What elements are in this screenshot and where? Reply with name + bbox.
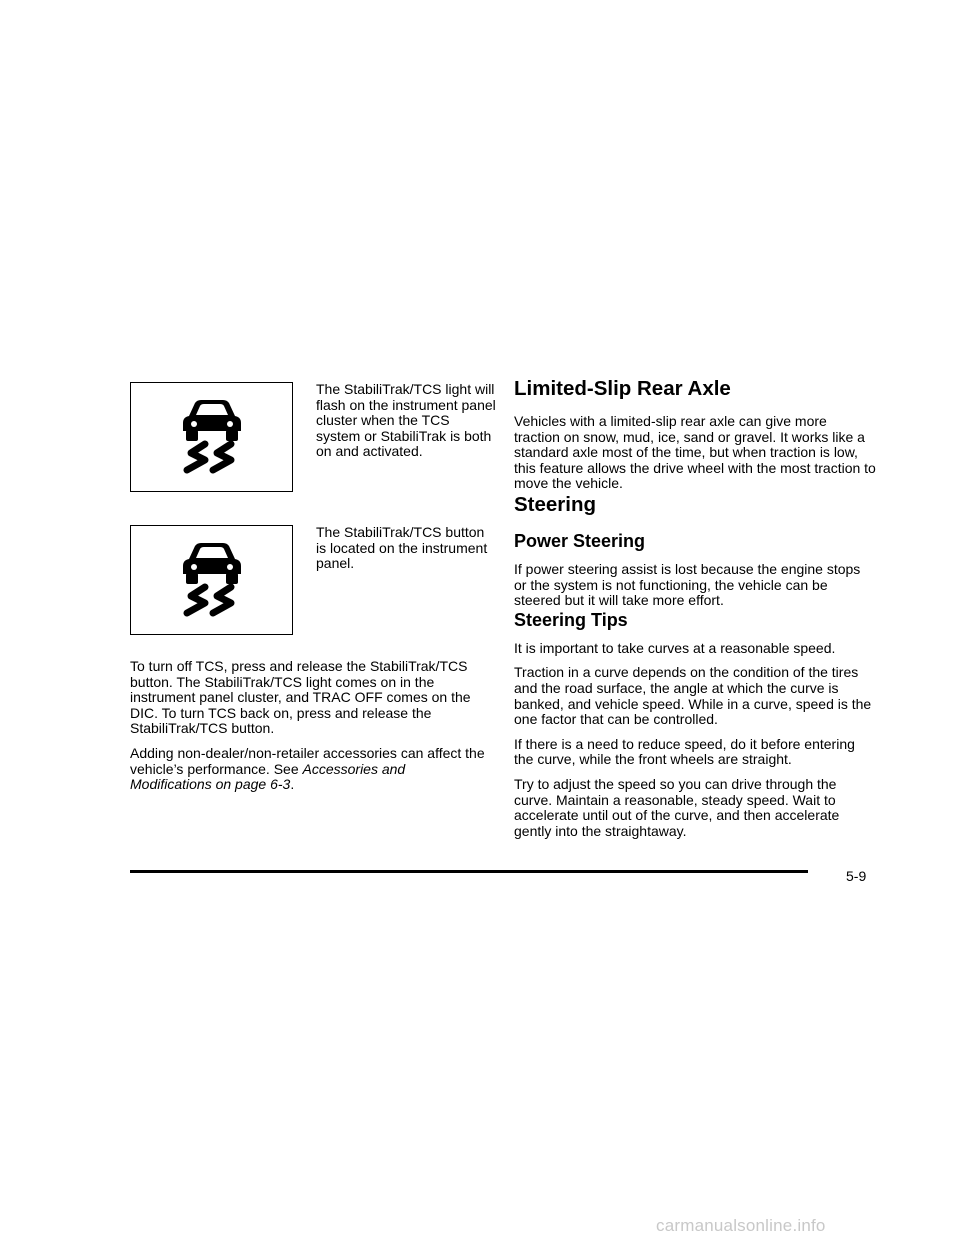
stabilitrak-light-figure <box>130 382 293 492</box>
traction-control-icon <box>173 398 251 476</box>
steering-heading: Steering <box>514 492 597 516</box>
steering-tips-heading: Steering Tips <box>514 609 628 630</box>
left-column <box>130 381 496 793</box>
steering-tip: It is important to take curves at a reasonable speed. <box>514 639 836 656</box>
traction-control-icon <box>173 541 251 619</box>
footer-rule <box>130 870 808 873</box>
steering-tip: Traction in a curve depends on the condition of the tires and the road surface, the angle at which the curve is banked, and vehicle speed. While in a curve, speed is the one factor that can be controlled. <box>514 664 872 728</box>
page-number: 5-9 <box>846 868 867 884</box>
steering-tip: If there is a need to reduce speed, do it before entering the curve, while the front wheels are straight. <box>514 735 855 768</box>
accessories-link[interactable]: Accessories and Modifications on page 6-3 <box>130 760 406 793</box>
right-column <box>514 376 876 839</box>
watermark: carmanualsonline.info <box>656 1216 826 1235</box>
turn-off-tcs-paragraph: To turn off TCS, press and release the StabiliTrak/TCS button. The StabiliTrak/TCS light comes on in the instrument panel cluster, and TRAC OFF comes on the DIC. To turn TCS back on, press and release the StabiliTrak/TCS button. <box>130 658 471 737</box>
accessories-suffix: . <box>290 776 295 793</box>
stabilitrak-button-caption: The StabiliTrak/TCS button is located on the instrument panel. <box>316 524 488 572</box>
power-steering-heading: Power Steering <box>514 530 646 551</box>
stabilitrak-light-row <box>130 381 496 497</box>
steering-tip: Try to adjust the speed so you can drive through the curve. Maintain a reasonable, steady speed. Wait to accelerate until out of the curve, and then accelerate gently into the straightaway. <box>514 775 840 839</box>
limited-slip-body: Vehicles with a limited-slip rear axle can give more traction on snow, mud, ice, sand or gravel. It works like a standard axle most of the time, but when traction is low, this feature allows the drive wheel with the most traction to move the vehicle. <box>514 413 876 492</box>
accessories-paragraph <box>130 746 490 793</box>
stabilitrak-button-row <box>130 525 490 641</box>
accessories-text: Adding non-dealer/non-retailer accessories can affect the vehicle’s performance. See <box>130 744 485 777</box>
stabilitrak-light-caption: The StabiliTrak/TCS light will flash on the instrument panel cluster when the TCS system or StabiliTrak is both on and activated. <box>316 381 496 460</box>
limited-slip-heading: Limited-Slip Rear Axle <box>514 377 731 400</box>
stabilitrak-button-figure <box>130 525 293 635</box>
power-steering-body: If power steering assist is lost because the engine stops or the system is not functioning, the vehicle can be steered but it will take more effort. <box>514 560 861 609</box>
